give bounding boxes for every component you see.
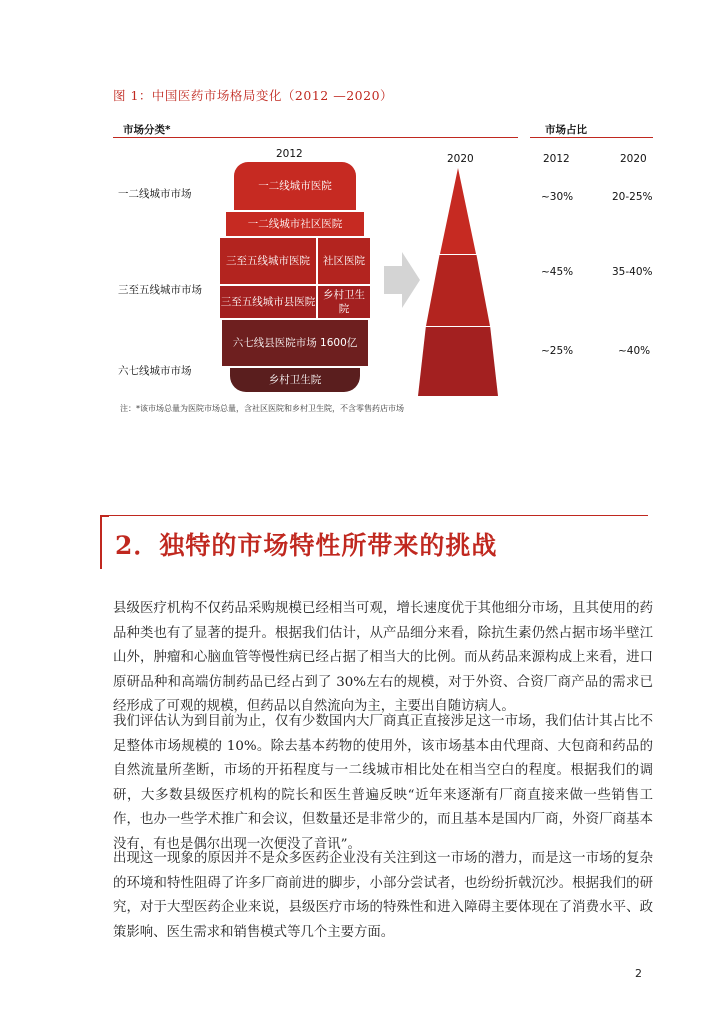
block-tier3-county-hospital: 三至五线城市县医院 <box>220 286 316 318</box>
year-2020-label: 2020 <box>447 153 474 165</box>
category-tier6: 六七线城市市场 <box>118 365 192 377</box>
share-2020-col: 2020 <box>620 153 647 165</box>
share-tier6-2012: ~25% <box>541 345 574 357</box>
share-tier1-2020: 20-25% <box>612 191 653 203</box>
block-tier1-hospital: 一二线城市医院 <box>234 162 356 210</box>
block-tier3-village: 乡村卫生院 <box>318 286 370 318</box>
share-2012-col: 2012 <box>543 153 570 165</box>
share-tier1-2012: ~30% <box>541 191 574 203</box>
paragraph-1: 县级医疗机构不仅药品采购规模已经相当可观，增长速度优于其他细分市场，且其使用的药品种类也有了显著的提升。根据我们估计，从产品细分来看，除抗生素仍然占据市场半壁江山外，肿瘤和心脑血管等慢性病已经占据了相当大的比例。而从药品来源构成上来看，进口原研品种和高端仿制药品已经占到了 30%左右的规模，对于外资、合资厂商产品的需求已经形成了可观的规模，但药品以自然流向为主，主要出自随访病人。 <box>113 601 653 714</box>
section-bracket <box>100 515 109 569</box>
share-tier3-2020: 35-40% <box>612 266 653 278</box>
arrow-right-icon <box>384 252 420 308</box>
market-category-header: 市场分类* <box>123 124 171 136</box>
figure-title: 图 1：中国医药市场格局变化（2012 —2020） <box>113 88 394 103</box>
block-tier3-city-hospital: 三至五线城市医院 <box>220 238 316 284</box>
section-rule <box>100 515 648 516</box>
header-rule-right <box>530 137 653 138</box>
category-tier1: 一二线城市市场 <box>118 188 192 200</box>
block-tier3-community: 社区医院 <box>318 238 370 284</box>
share-tier3-2012: ~45% <box>541 266 574 278</box>
pyramid-tier3 <box>426 255 490 326</box>
pyramid-tier6 <box>418 327 498 396</box>
market-share-header: 市场占比 <box>545 124 587 136</box>
block-tier6-market: 六七线县医院市场 1600亿 <box>222 320 368 366</box>
block-tier1-community: 一二线城市社区医院 <box>226 212 364 236</box>
category-tier3: 三至五线城市市场 <box>118 284 202 296</box>
pyramid-2020 <box>418 168 498 398</box>
year-2012-label: 2012 <box>276 148 303 160</box>
pyramid-tier1 <box>440 168 476 254</box>
block-tier6-village: 乡村卫生院 <box>230 368 360 392</box>
share-tier6-2020: ~40% <box>618 345 651 357</box>
section-title: 2．独特的市场特性所带来的挑战 <box>115 531 498 560</box>
figure-note: 注：*该市场总量为医院市场总量，含社区医院和乡村卫生院，不含零售药店市场 <box>120 404 404 413</box>
paragraph-3: 出现这一现象的原因并不是众多医药企业没有关注到这一市场的潜力，而是这一市场的复杂的环境和特性阻碍了许多厂商前进的脚步，小部分尝试者，也纷纷折戟沉沙。根据我们的研究，对于大型医药企业来说，县级医疗市场的特殊性和进入障碍主要体现在了消费水平、政策影响、医生需求和销售模式等几个主要方面。 <box>113 851 653 940</box>
page-number: 2 <box>635 967 642 980</box>
paragraph-2: 我们评估认为到目前为止，仅有少数国内大厂商真正直接涉足这一市场，我们估计其占比不足整体市场规模的 10%。除去基本药物的使用外，该市场基本由代理商、大包商和药品的自然流量所垄断，市场的开拓程度与一二线城市相比处在相当空白的程度。根据我们的调研，大多数县级医疗机构的院长和医生普遍反映“近年来逐渐有厂商直接来做一些销售工作，也办一些学术推广和会议，但数量还是非常少的，而且基本是国内厂商，外资厂商基本没有，有也是偶尔出现一次便没了音讯”。 <box>113 714 653 852</box>
header-rule-left <box>113 137 518 138</box>
